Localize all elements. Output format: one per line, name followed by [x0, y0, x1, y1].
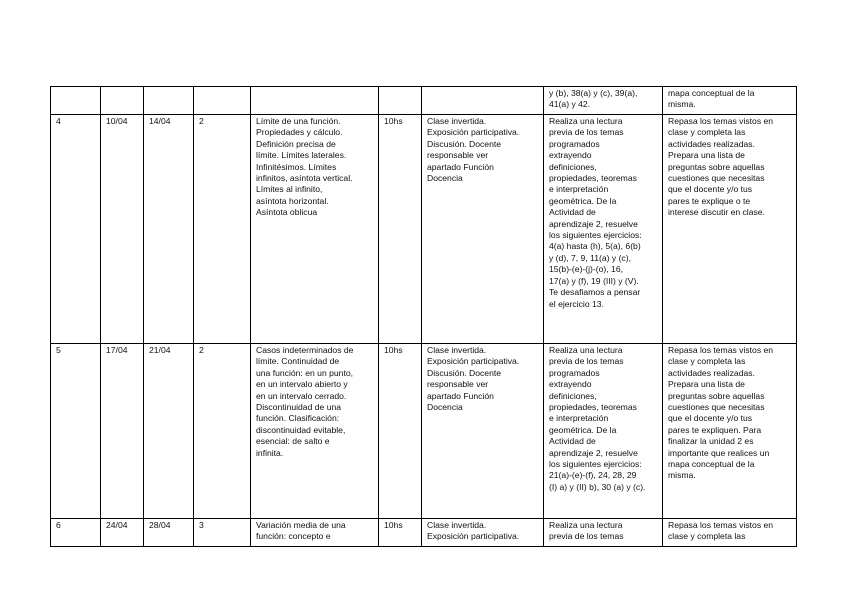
hours-cell: 10hs: [379, 115, 422, 344]
end-date-cell: 28/04: [144, 519, 194, 547]
hours-cell: 10hs: [379, 344, 422, 519]
unit-cell: [194, 87, 251, 115]
activities-cell: Realiza una lectura previa de los temas programados extrayendo definiciones, propiedades, teoremas e interpretación geométrica. De la Actividad de aprendizaje 2, resuelve los siguientes ejercicios: 21(a)-(e)-(f), 24, 28, 29 (I) a) y (II) b), 30 (a) y (c).: [544, 344, 663, 519]
recommendations-cell: Repasa los temas vistos en clase y completa las actividades realizadas. Prepara una lista de preguntas sobre aquellas cuestiones que necesitas que el docente y/o tus pares te expliquen. Para finalizar la unidad 2 es importante que realices un mapa conceptual de la misma.: [663, 344, 797, 519]
week-cell: 6: [51, 519, 101, 547]
unit-cell: 2: [194, 344, 251, 519]
table-row: [51, 87, 797, 115]
start-date-cell: 24/04: [101, 519, 144, 547]
unit-cell: 2: [194, 115, 251, 344]
recommendations-cell: Repasa los temas vistos en clase y completa las: [663, 519, 797, 547]
start-date-cell: [101, 87, 144, 115]
week-cell: 4: [51, 115, 101, 344]
contents-cell: Variación media de una función: concepto e: [251, 519, 379, 547]
table-row: [51, 344, 797, 519]
contents-cell: [251, 87, 379, 115]
methodology-cell: Clase invertida. Exposición participativa. Discusión. Docente responsable ver apartado Función Docencia: [422, 115, 544, 344]
methodology-cell: [422, 87, 544, 115]
end-date-cell: 21/04: [144, 344, 194, 519]
activities-cell: Realiza una lectura previa de los temas: [544, 519, 663, 547]
hours-cell: [379, 87, 422, 115]
methodology-cell: Clase invertida. Exposición participativa.: [422, 519, 544, 547]
schedule-table: [50, 86, 797, 547]
table-row: [51, 519, 797, 547]
table-row: [51, 115, 797, 344]
activities-cell: y (b), 38(a) y (c), 39(a), 41(a) y 42.: [544, 87, 663, 115]
contents-cell: Casos indeterminados de límite. Continuidad de una función: en un punto, en un intervalo abierto y en un intervalo cerrado. Discontinuidad de una función. Clasificación: discontinuidad evitable, esencial: de salto e infinita.: [251, 344, 379, 519]
recommendations-cell: mapa conceptual de la misma.: [663, 87, 797, 115]
contents-cell: Límite de una función. Propiedades y cálculo. Definición precisa de límite. Límites laterales. Infinitésimos. Límites infinitos, asíntota vertical. Límites al infinito, asíntota horizontal. Asíntota oblicua: [251, 115, 379, 344]
end-date-cell: [144, 87, 194, 115]
week-cell: [51, 87, 101, 115]
week-cell: 5: [51, 344, 101, 519]
methodology-cell: Clase invertida. Exposición participativa. Discusión. Docente responsable ver apartado Función Docencia: [422, 344, 544, 519]
hours-cell: 10hs: [379, 519, 422, 547]
start-date-cell: 17/04: [101, 344, 144, 519]
unit-cell: 3: [194, 519, 251, 547]
activities-cell: Realiza una lectura previa de los temas programados extrayendo definiciones, propiedades, teoremas e interpretación geométrica. De la Actividad de aprendizaje 2, resuelve los siguientes ejercicios: 4(a) hasta (h), 5(a), 6(b) y (d), 7, 9, 11(a) y (c), 15(b)-(e)-(j)-(o), 16, 17(a) y (f), 19 (III) y (V). Te desafiamos a pensar el ejercicio 13.: [544, 115, 663, 344]
start-date-cell: 10/04: [101, 115, 144, 344]
end-date-cell: 14/04: [144, 115, 194, 344]
recommendations-cell: Repasa los temas vistos en clase y completa las actividades realizadas. Prepara una lista de preguntas sobre aquellas cuestiones que necesitas que el docente y/o tus pares te explique o te interese discutir en clase.: [663, 115, 797, 344]
